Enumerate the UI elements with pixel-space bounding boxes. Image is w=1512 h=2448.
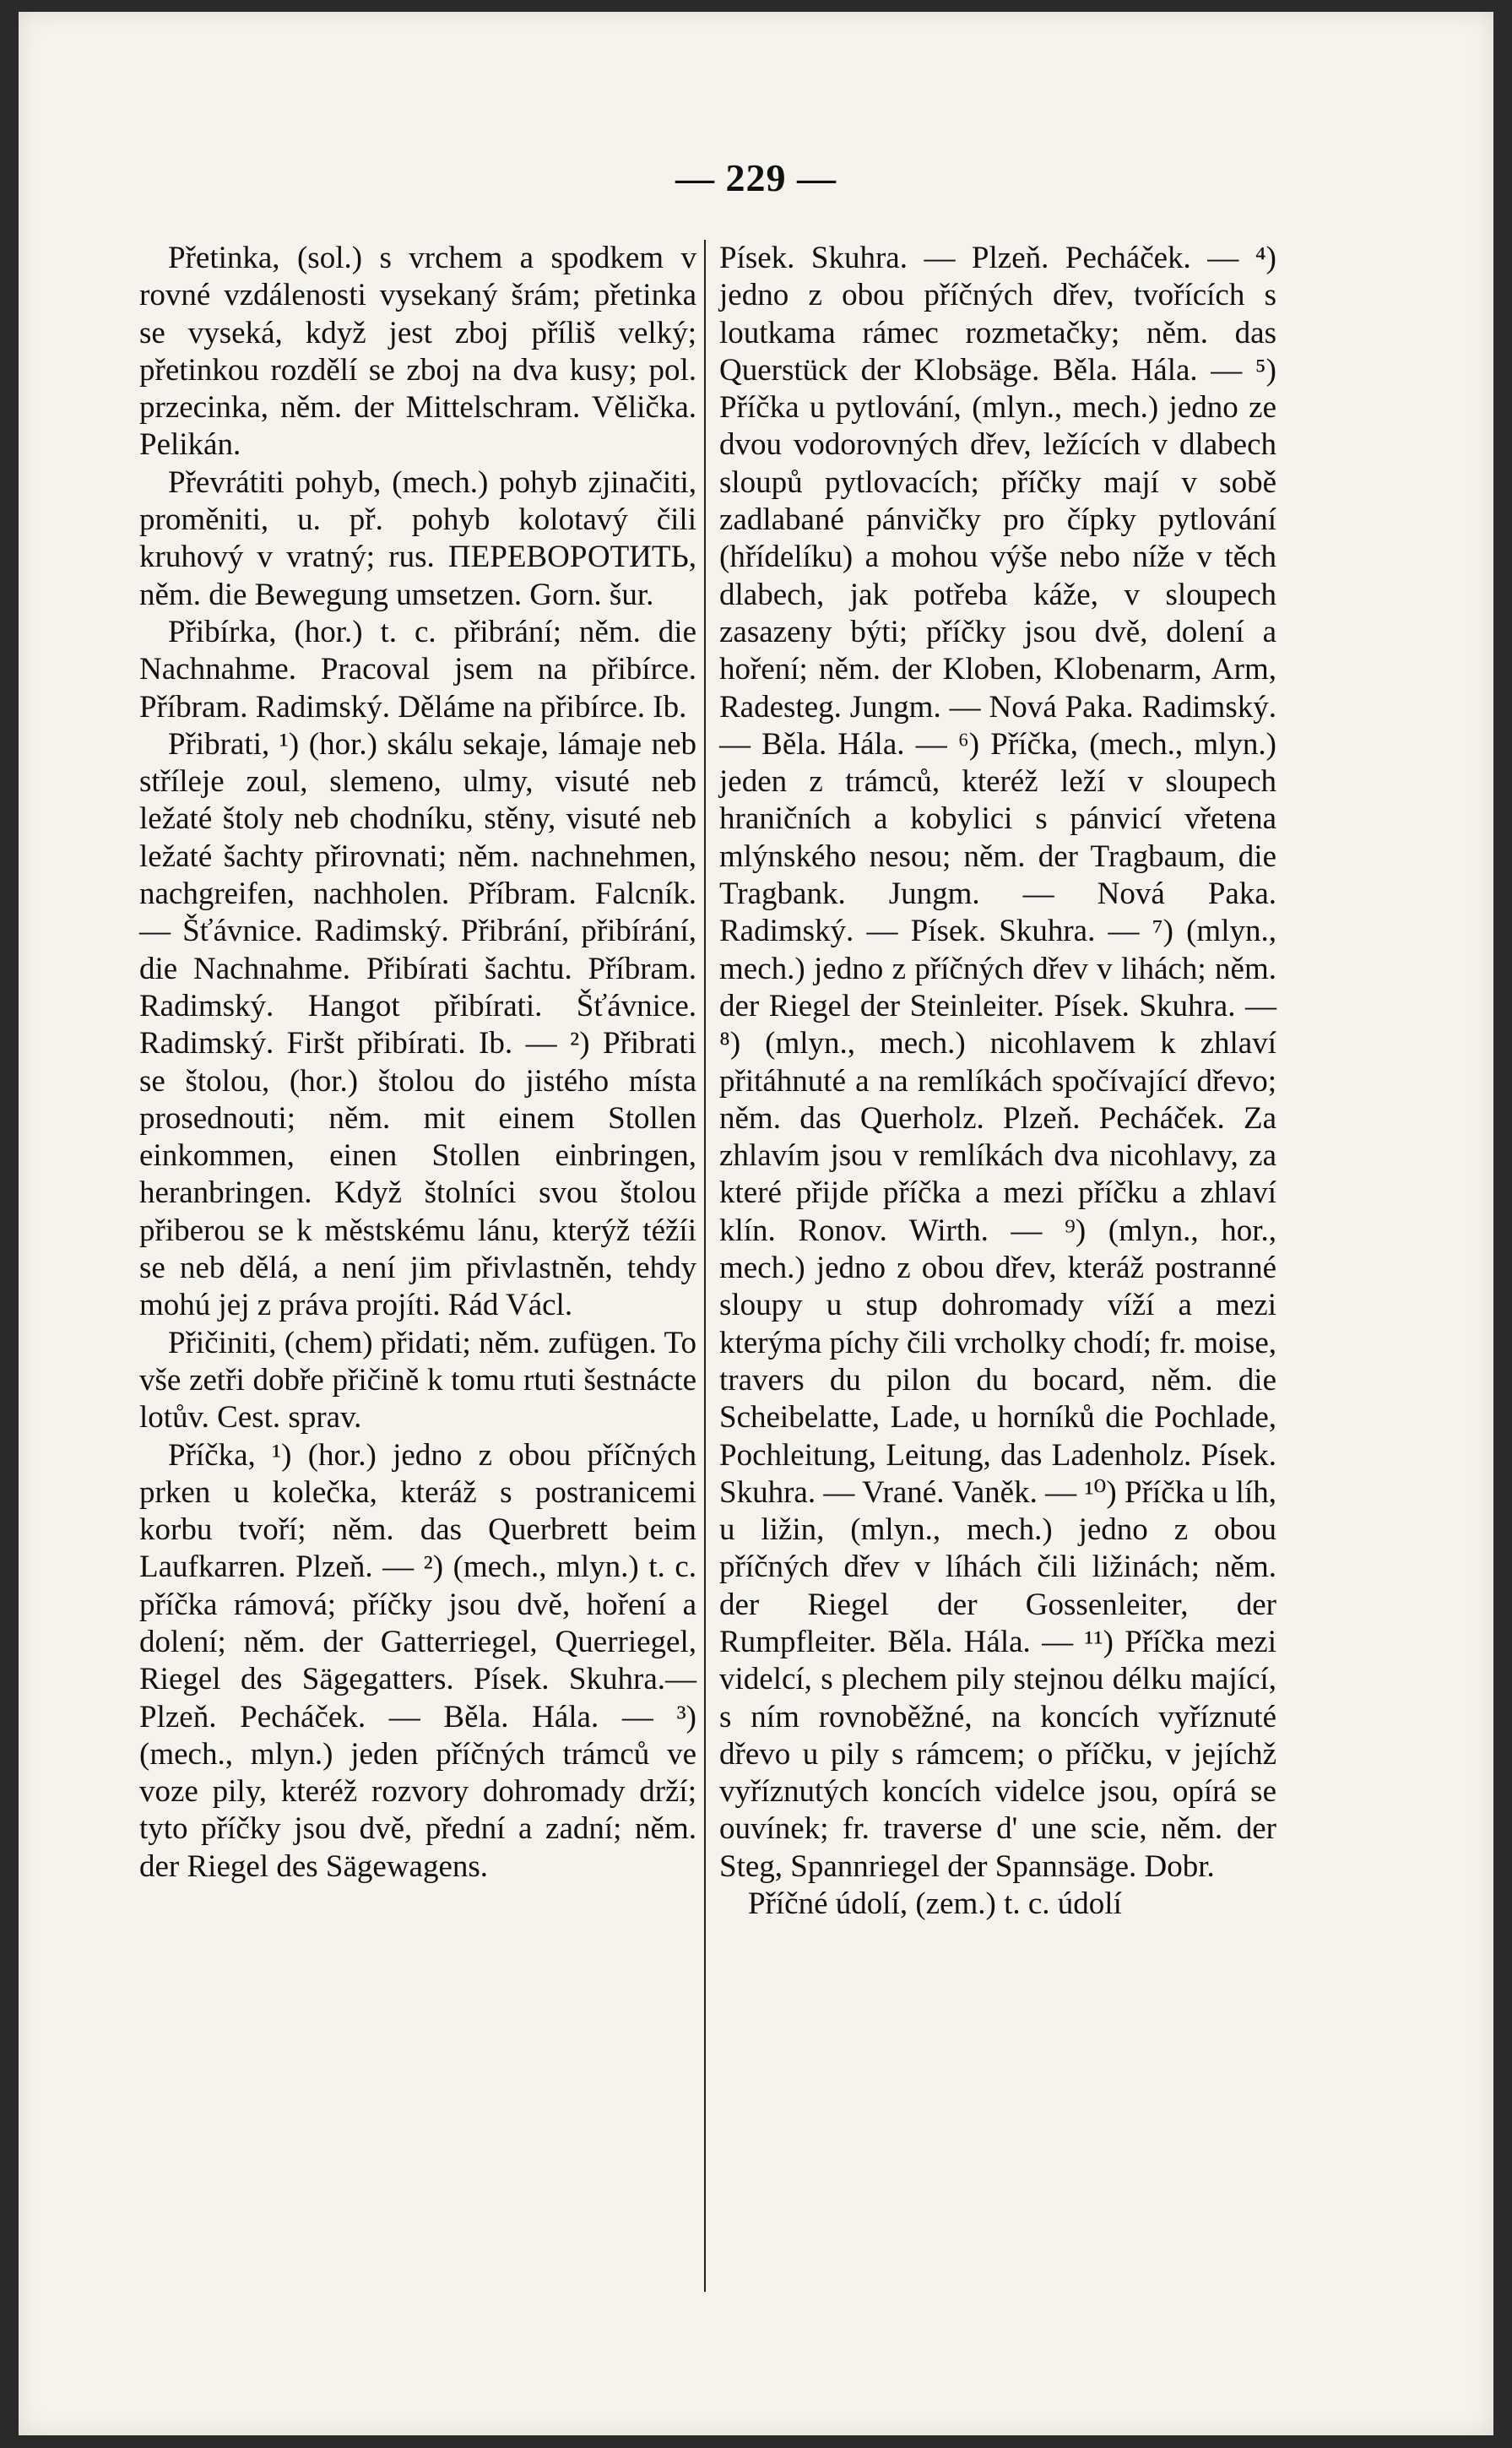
entry-paragraph: Příčné údolí, (zem.) t. c. údolí — [748, 1886, 1122, 1922]
page-number: — 229 — — [675, 156, 837, 199]
dictionary-page — [19, 12, 1493, 2435]
entry-paragraph: Převrátiti pohyb, (mech.) pohyb zjinačiti, proměniti, u. př. pohyb kolotavý čili kruhový v vratný; rus. ПЕРЕВОРОТИТЬ, něm. die Bewegung umsetzen. Gorn. šur. — [139, 464, 696, 612]
entry-paragraph: Přičiniti, (chem) přidati; něm. zufügen. To vše zetři dobře přičině k tomu rtuti šestnácte lotův. Cest. sprav. — [139, 1325, 696, 1436]
entry-paragraph: Příčka, ¹) (hor.) jedno z obou příčných prken u kolečka, kteráž s postranicemi korbu tvoří; něm. das Querbrett beim Laufkarren. Plzeň. — ²) (mech., mlyn.) t. c. příčka rámová; příčky jsou dvě, hoření a dolení; něm. der Gatterriegel, Querriegel, Riegel des Sägegatters. Písek. Skuhra.— Plzeň. Pecháček. — Běla. Hála. — ³)(mech., mlyn.) jeden příčných trámců ve voze pily, kteréž rozvory dohromady drží; tyto příčky jsou dvě, přední a zadní; něm. der Riegel des Sägewagens. — [139, 1437, 696, 1884]
right-column — [719, 240, 1276, 1923]
left-column — [139, 240, 696, 1886]
entry-paragraph: Přetinka, (sol.) s vrchem a spodkem v rovné vzdálenosti vysekaný šrám; přetinka se vyseká, když jest zboj příliš velký; přetinkou rozdělí se zboj na dva kusy; pol. przecinka, něm. der Mittelschram. Vělička. Pelikán. — [139, 241, 696, 463]
entry-paragraph: Přibrati, ¹) (hor.) skálu sekaje, lámaje neb střílejе zoul, slemeno, ulmy, visuté neb ležaté štoly neb chodníku, stěny, visuté neb ležaté šachty přirovnati; něm. nachnehmen, nachgreifen, nachholen. Příbram. Falcník. — Šťávnice. Radimský. Přibrání, přibírání, die Nachnahme. Přibírati šachtu. Příbram. Radimský. Hangot přibírati. Šťávnice. Radimský. Firšt přibírati. Ib. — ²) Přibrati se štolou, (hor.) štolou do jistého místa prosednouti; něm. mit einem Stollen einkommen, einen Stollen einbringen, heranbringen. Když štolníci svou štolou přiberou se k městskému lánu, kterýž téžíi se neb dělá, a není jim přivlastněn, tehdy mohú jej z práva projíti. Rád Václ. — [139, 726, 696, 1323]
entry-paragraph: Přibírka, (hor.) t. c. přibrání; něm. die Nachnahme. Pracoval jsem na přibírce. Příbram. Radimský. Děláme na přibírce. Ib. — [139, 614, 696, 725]
entry-paragraph: Písek. Skuhra. — Plzeň. Pecháček. — ⁴) jedno z obou příčných dřev, tvořících s loutkama rámec rozmetačky; něm. das Querstück der Klobsäge. Běla. Hála. — ⁵) Příčka u pytlování, (mlyn., mech.) jedno ze dvou vodorovných dřev, ležících v dlabech sloupů pytlovacích; příčky mají v sobě zadlabané pánvičky pro čípky pytlování (hřídelíku) a mohou výše nebo níže v těch dlabech, jak potřeba káže, v sloupech zasazeny býti; příčky jsou dvě, dolení a hoření; něm. der Kloben, Klobenarm, Arm, Radesteg. Jungm. — Nová Paka. Radimský. — Běla. Hála. — ⁶) Příčka, (mech., mlyn.) jeden z trámců, kteréž leží v sloupech hraničních a kobylici s pánvicí vřetena mlýnského nesou; něm. der Tragbaum, die Tragbank. Jungm. — Nová Paka. Radimský. — Písek. Skuhra. — ⁷) (mlyn., mech.) jedno z příčných dřev v lihách; něm. der Riegel der Steinleiter. Písek. Skuhra. — ⁸) (mlyn., mech.) nicohlavem k zhlaví přitáhnuté a na remlíkách spočívající dřevo; něm. das Querholz. Plzeň. Pecháček. Za zhlavím jsou v remlíkách dva nicohlavy, za které přijde příčka a mezi příčku a zhlaví klín. Ronov. Wirth. — ⁹) (mlyn., hor., mech.) jedno z obou dřev, kteráž postranné sloupy u stup dohromady víží a mezi kterýma píchy čili vrcholky chodí; fr. moise, travers du pilon du bocard, něm. die Scheibelatte, Lade, u horníků die Pochlade, Pochleitung, Leitung, das Ladenholz. Písek. Skuhra. — Vrané. Vaněk. — ¹⁰) Příčka u líh, u ližin, (mlyn., mech.) jedno z obou příčných dřev v líhách čili ližinách; něm. der Riegel der Gossenleiter, der Rumpfleiter. Běla. Hála. — ¹¹) Příčka mezi videlcí, s plechem pily stejnou délku mající, s ním rovnoběžné, na koncích vyříznuté dřevo u pily s rámcem; o příčku, v jejíchž vyříznutých koncích videlce jsou, opírá se ouvínek; fr. traverse d' une scie, něm. der Steg, Spannriegel der Spannsäge. Dobr. — [719, 241, 1276, 1884]
column-divider — [704, 240, 706, 2292]
